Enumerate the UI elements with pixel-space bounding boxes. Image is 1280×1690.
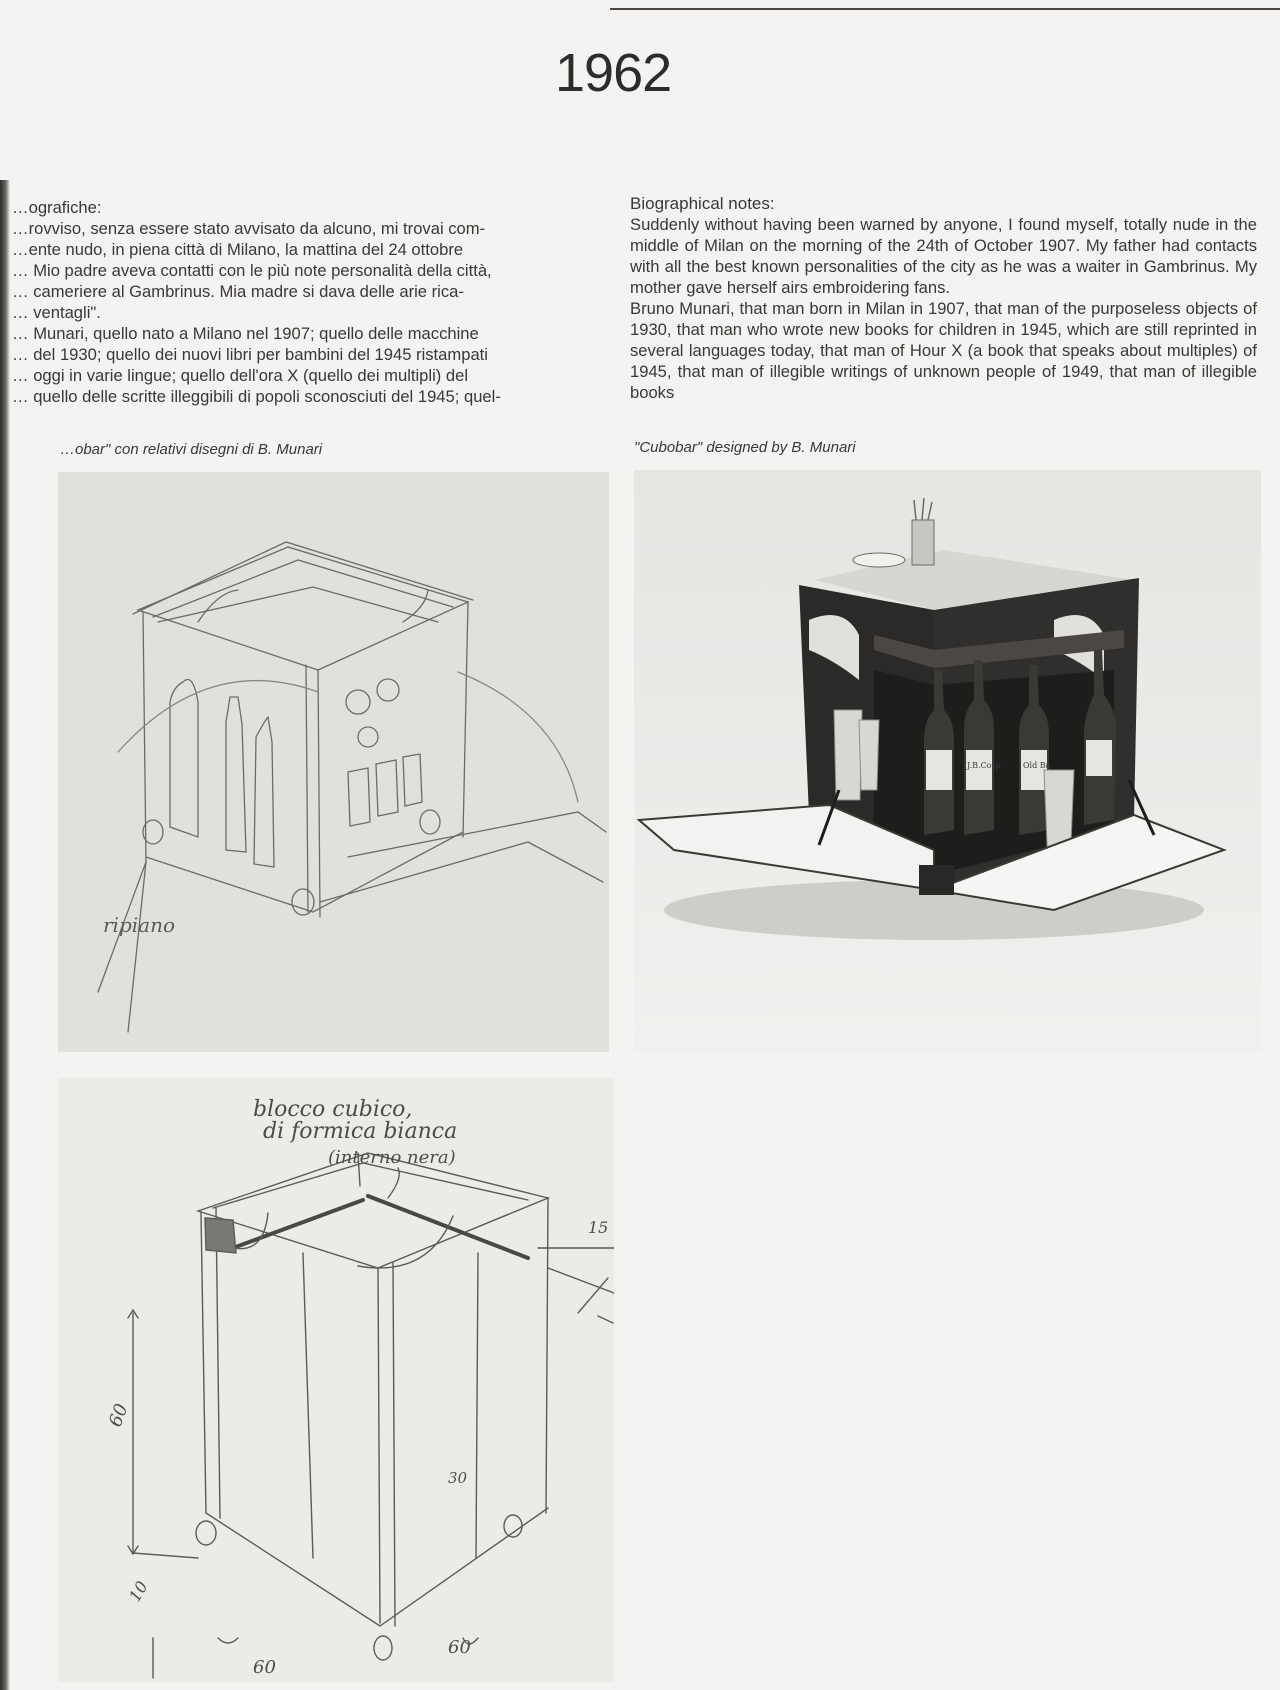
italian-line: …rovviso, senza essere stato avvisato da alcuno, mi trovai com-: [12, 219, 486, 238]
dimension-width-left: 60: [253, 1657, 276, 1678]
pencil-sketch-cubobar-open: [58, 472, 609, 1052]
sketch-note-line-2: di formica bianca: [263, 1119, 458, 1144]
dimension-top: 15: [588, 1218, 609, 1237]
sketch-dimensions-drawing: [58, 1078, 614, 1682]
bottle-label-b: Old Ba: [1023, 761, 1051, 770]
english-heading: Biographical notes:: [630, 194, 775, 213]
pencil-sketch-cubobar-dimensions: [58, 1078, 614, 1682]
italian-line: … Mio padre aveva contatti con le più note personalità della città,: [12, 261, 492, 280]
italian-line: …ente nudo, in piena città di Milano, la mattina del 24 ottobre: [12, 240, 464, 259]
english-caption: "Cubobar" designed by B. Munari: [634, 439, 856, 456]
italian-line: … Munari, quello nato a Milano nel 1907; quello delle macchine: [12, 324, 479, 343]
italian-line: … ventagli".: [12, 303, 101, 322]
italian-line: … cameriere al Gambrinus. Mia madre si dava delle arie rica-: [12, 282, 464, 301]
italian-line: … del 1930; quello dei nuovi libri per bambini del 1945 ristampati: [12, 345, 488, 364]
sketch-drawing: [58, 472, 609, 1052]
year-heading: 1962: [555, 43, 672, 103]
sketch-note-line-3: (interno nera): [328, 1147, 456, 1168]
italian-caption: …obar" con relativi disegni di B. Munari: [60, 441, 323, 458]
photo-drawing: [634, 470, 1261, 1052]
dimension-wheel: 10: [125, 1577, 152, 1605]
sketch-annotation-ripiano: ripiano: [103, 913, 176, 937]
english-paragraph-2: Bruno Munari, that man born in Milan in 1907, that man of the purposeless objects of 1930, that man who wrote new books for children in 1945, which are still reprinted in several languages today, that man of Hour X (a book that speaks about multiples) of 1945, that man of illegible writings of unknown people of 1949, that man of illegible books: [630, 299, 1257, 402]
english-paragraph-1: Suddenly without having been warned by anyone, I found myself, totally nude in the middle of Milan on the morning of the 24th of October 1907. My father had contacts with all the best known personalities of the city as he was a waiter in Gambrinus. My mother gave herself airs embroidering fans.: [630, 215, 1257, 297]
dimension-height: 60: [104, 1401, 133, 1430]
italian-heading: …ografiche:: [12, 198, 102, 217]
italian-line: … oggi in varie lingue; quello dell'ora X (quello dei multipli) del: [12, 366, 469, 385]
dimension-width-right: 60: [448, 1637, 471, 1658]
page-gutter-shadow: [0, 180, 10, 1690]
bottle-label-a: J.B.Cosp.: [967, 761, 1004, 770]
english-text-column: [630, 193, 1257, 403]
italian-line: … quello delle scritte illeggibili di popoli sconosciuti del 1945; quel-: [12, 387, 501, 406]
sketch-note-line-1: blocco cubico,: [253, 1097, 413, 1122]
cubobar-photograph: [634, 470, 1261, 1052]
dimension-depth: 30: [448, 1469, 468, 1487]
top-rule: [610, 8, 1280, 10]
italian-text-column: [12, 197, 602, 407]
